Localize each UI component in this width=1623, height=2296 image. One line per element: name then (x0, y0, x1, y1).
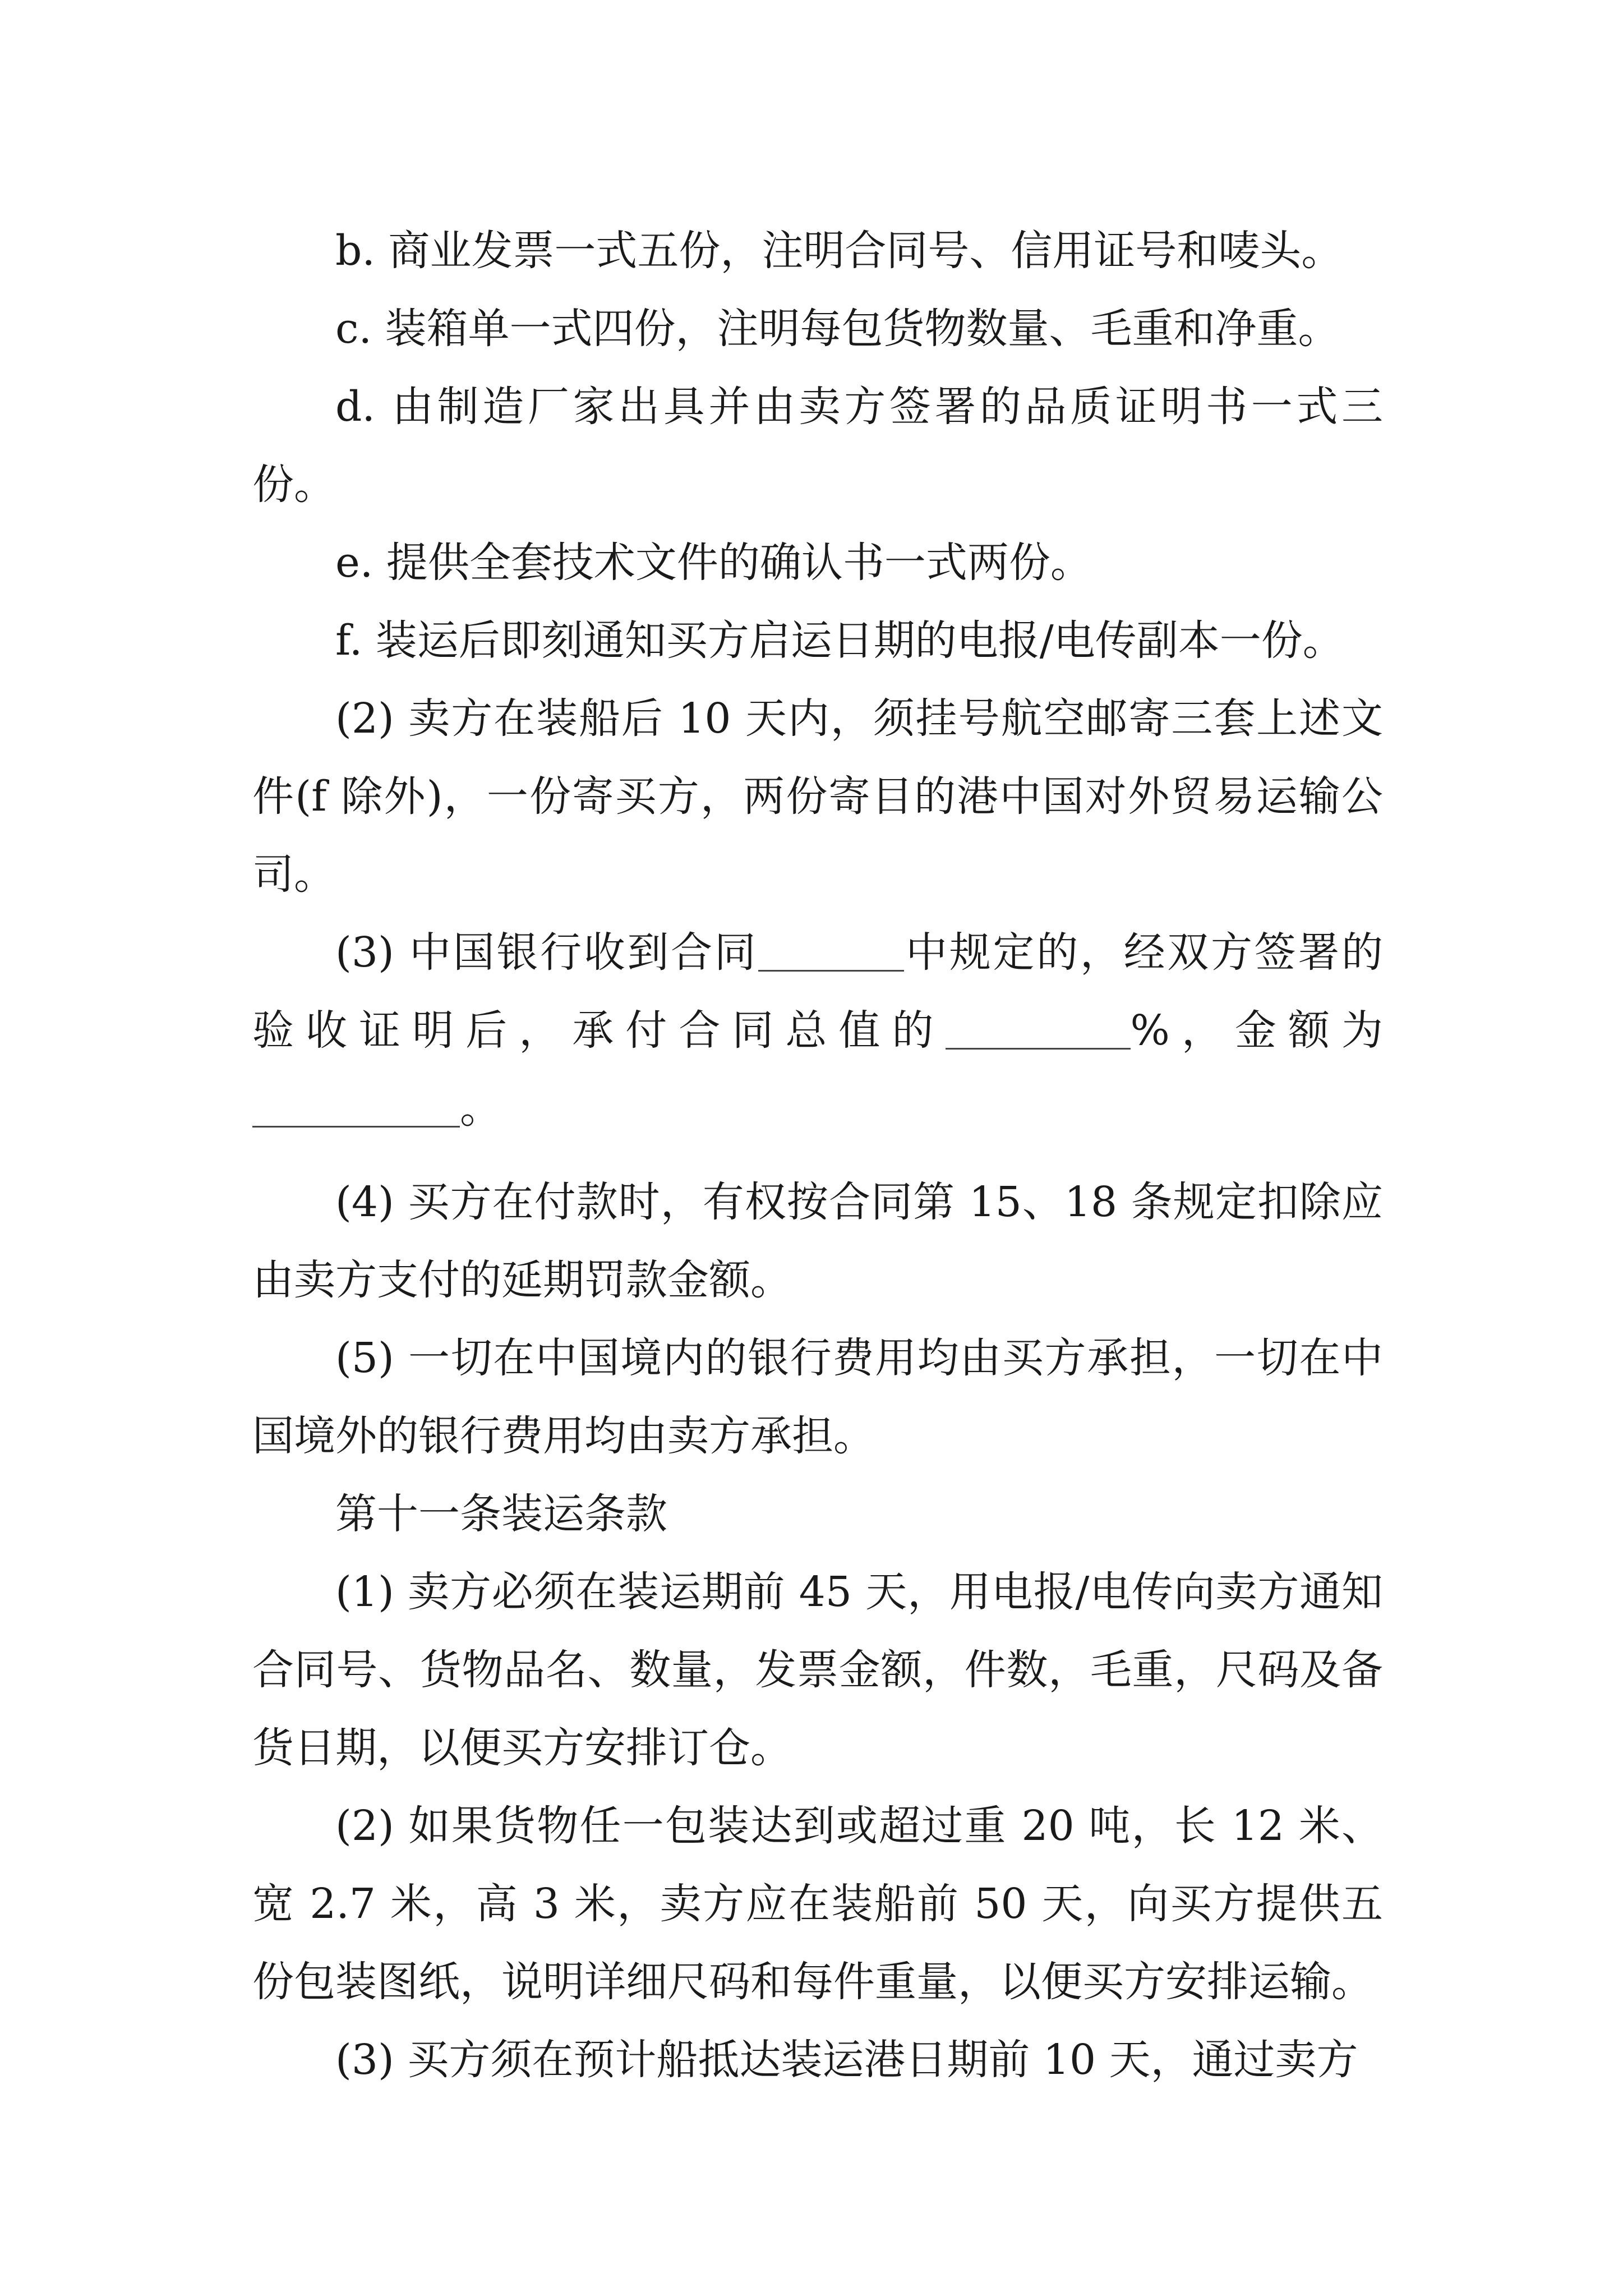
para3-text-1: (3) 中国银行收到合同 (335, 928, 758, 977)
document-page (252, 212, 1383, 2099)
article-11-heading: 第十一条装运条款 (335, 1490, 667, 1538)
paragraph-5-bank-fees: (5) 一切在中国境内的银行费用均由买方承担，一切在中国境外的银行费用均由卖方承担。 (252, 1334, 1383, 1460)
article-11-clause-1: (1) 卖方必须在装运期前 45 天，用电报/电传向卖方通知合同号、货物品名、数量，发票金额，件数，毛重，尺码及备货日期，以便买方安排订仓。 (252, 1568, 1383, 1772)
article-11-clause-2: (2) 如果货物任一包装达到或超过重 20 吨，长 12 米、宽 2.7 米，高 3 米，卖方应在装船前 50 天，向买方提供五份包装图纸，说明详细尺码和每件重量，以便买方安排运输。 (252, 1802, 1383, 2006)
paragraph-2-mailing: (2) 卖方在装船后 10 天内，须挂号航空邮寄三套上述文件(f 除外)，一份寄买方，两份寄目的港中国对外贸易运输公司。 (252, 694, 1383, 899)
percentage-blank (946, 1006, 1131, 1050)
paragraph-e: e. 提供全套技术文件的确认书一式两份。 (335, 539, 1092, 587)
paragraph-f: f. 装运后即刻通知买方启运日期的电报/电传副本一份。 (335, 616, 1344, 665)
article-11-clause-3: (3) 买方须在预计船抵达装运港日期前 10 天，通过卖方 (335, 2036, 1358, 2084)
contract-clause-blank (758, 928, 904, 972)
paragraph-d: d. 由制造厂家出具并由卖方签署的品质证明书一式三份。 (252, 383, 1383, 509)
paragraph-c: c. 装箱单一式四份，注明每包货物数量、毛重和净重。 (335, 305, 1340, 353)
paragraph-3-bank-payment (252, 914, 1383, 1148)
amount-blank (252, 1084, 460, 1128)
para3-text-2: 中规定的，经双方签署的验收证明后，承付合同总值的 (252, 928, 1384, 1055)
para3-text-3: %，金额为 (1130, 1006, 1383, 1055)
paragraph-b: b. 商业发票一式五份，注明合同号、信用证号和唛头。 (335, 227, 1343, 275)
para3-text-4: 。 (460, 1084, 501, 1133)
paragraph-4-penalty: (4) 买方在付款时，有权按合同第 15、18 条规定扣除应由卖方支付的延期罚款金额。 (252, 1178, 1383, 1304)
spacer (252, 1148, 1383, 1163)
